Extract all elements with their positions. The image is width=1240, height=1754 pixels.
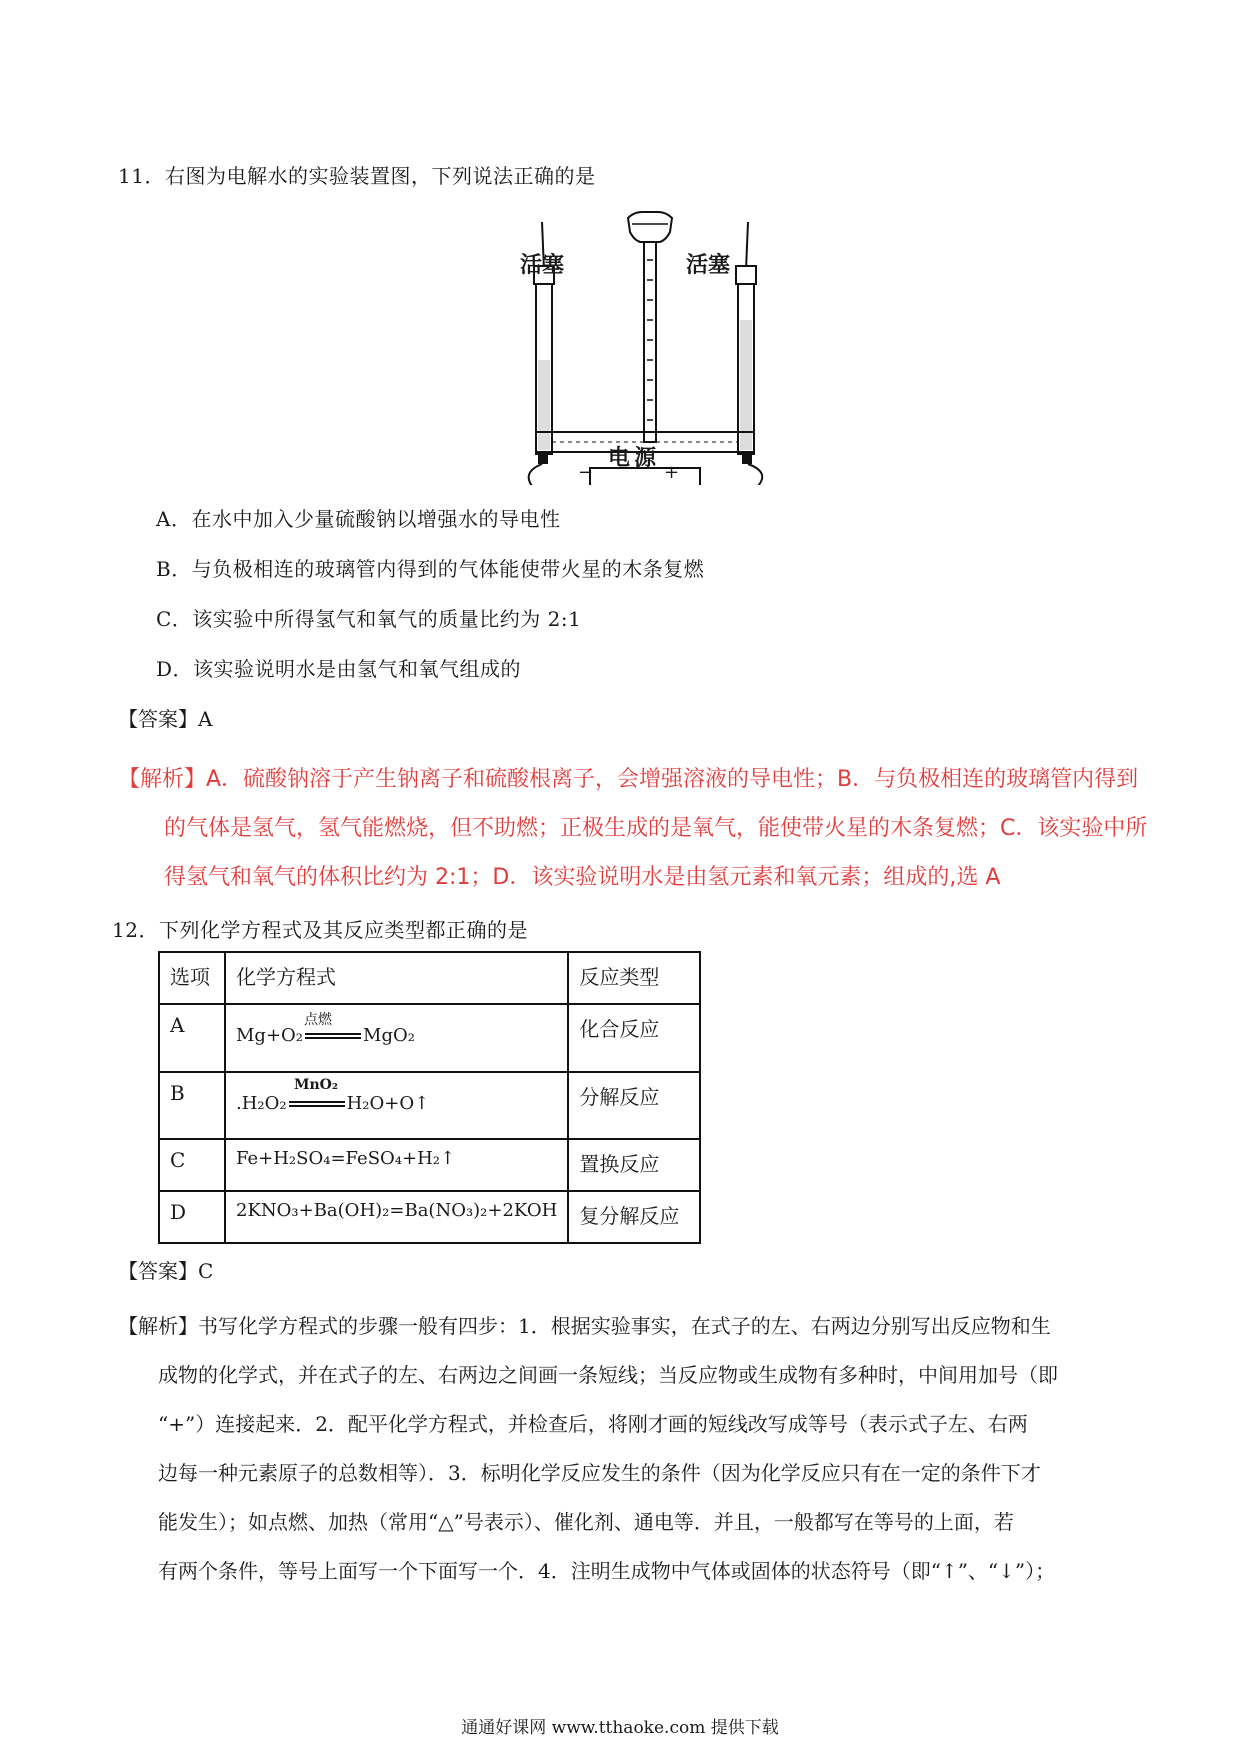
q12-analysis-line: “+”）连接起来．2．配平化学方程式，并检查后，将刚才画的短线改写成等号（表示式子左、右两	[158, 1412, 1028, 1436]
q12-analysis-line: 成物的化学式，并在式子的左、右两边之间画一条短线；当反应物或生成物有多种时，中间用加号（即	[158, 1363, 1058, 1387]
table-header-row	[159, 952, 700, 1004]
row-option: D	[159, 1191, 225, 1243]
row-equation	[225, 1072, 568, 1139]
table-row	[159, 1139, 700, 1191]
row-option: A	[159, 1004, 225, 1072]
page-footer: 通通好课网 www.tthaoke.com 提供下载	[461, 1718, 779, 1738]
q11-answer: 【答案】A	[118, 707, 213, 731]
header-option: 选项	[159, 952, 225, 1004]
table-row	[159, 1191, 700, 1243]
row-option: B	[159, 1072, 225, 1139]
q11-option-d: D．该实验说明水是由氢气和氧气组成的	[156, 657, 522, 681]
q12-title: 12．下列化学方程式及其反应类型都正确的是	[112, 918, 528, 942]
q11-analysis-line: 【解析】A．硫酸钠溶于产生钠离子和硫酸根离子，会增强溶液的导电性；B．与负极相连的玻璃管内得到	[118, 767, 1139, 792]
row-option: C	[159, 1139, 225, 1191]
q12-answer: 【答案】C	[118, 1259, 214, 1283]
table-row	[159, 1004, 700, 1072]
equation-condition: MnO₂	[294, 1077, 339, 1093]
row-equation: 2KNO₃+Ba(OH)₂=Ba(NO₃)₂+2KOH	[225, 1191, 568, 1243]
reaction-table	[158, 951, 701, 1244]
equation-right: MgO₂	[363, 1025, 415, 1046]
q11-title: 11．右图为电解水的实验装置图，下列说法正确的是	[118, 164, 596, 188]
q11-option-c: C．该实验中所得氢气和氧气的质量比约为 2:1	[156, 607, 582, 631]
row-equation: Fe+H₂SO₄=FeSO₄+H₂↑	[225, 1139, 568, 1191]
equation-left: Mg+O₂	[236, 1025, 304, 1046]
row-type: 分解反应	[568, 1072, 700, 1139]
equation	[236, 1013, 415, 1046]
stopcock-label-right: 活塞	[686, 252, 731, 278]
table-row	[159, 1072, 700, 1139]
equation	[236, 1077, 430, 1114]
q11-analysis-line: 的气体是氢气，氢气能燃烧，但不助燃；正极生成的是氧气，能使带火星的木条复燃；C．该实验中所	[164, 816, 1148, 841]
q12-analysis-line: 【解析】书写化学方程式的步骤一般有四步：1．根据实验事实，在式子的左、右两边分别写出反应物和生	[118, 1314, 1051, 1338]
plus-label: +	[664, 462, 680, 483]
equals-bar	[305, 1033, 361, 1039]
minus-label: −	[578, 462, 594, 483]
header-type: 反应类型	[568, 952, 700, 1004]
power-source-label: 电源	[608, 445, 661, 471]
q11-option-b: B．与负极相连的玻璃管内得到的气体能使带火星的木条复燃	[156, 557, 705, 581]
header-equation: 化学方程式	[225, 952, 568, 1004]
equation-condition: 点燃	[304, 1012, 332, 1028]
q12-analysis-line: 有两个条件，等号上面写一个下面写一个．4．注明生成物中气体或固体的状态符号（即“↑”、“↓”）；	[158, 1559, 1056, 1583]
row-type: 复分解反应	[568, 1191, 700, 1243]
q12-analysis-line: 边每一种元素原子的总数相等）．3．标明化学反应发生的条件（因为化学反应只有在一定的条件下才	[158, 1461, 1041, 1485]
row-type: 置换反应	[568, 1139, 700, 1191]
equation-right: H₂O+O↑	[346, 1093, 430, 1114]
stopcock-label-left: 活塞	[520, 252, 565, 278]
equals-bar	[289, 1101, 345, 1107]
row-type: 化合反应	[568, 1004, 700, 1072]
row-equation	[225, 1004, 568, 1072]
q12-analysis	[118, 1302, 1138, 1596]
q11-analysis	[118, 755, 1148, 902]
q11-option-a: A．在水中加入少量硫酸钠以增强水的导电性	[156, 507, 561, 531]
equation-left: .H₂O₂	[236, 1093, 287, 1114]
q11-analysis-line: 得氢气和氧气的体积比约为 2:1；D．该实验说明水是由氢元素和氧元素；组成的,选 A	[164, 865, 1001, 890]
q12-analysis-line: 能发生）；如点燃、加热（常用“△”号表示）、催化剂、通电等．并且，一般都写在等号的上面，若	[158, 1510, 1014, 1534]
